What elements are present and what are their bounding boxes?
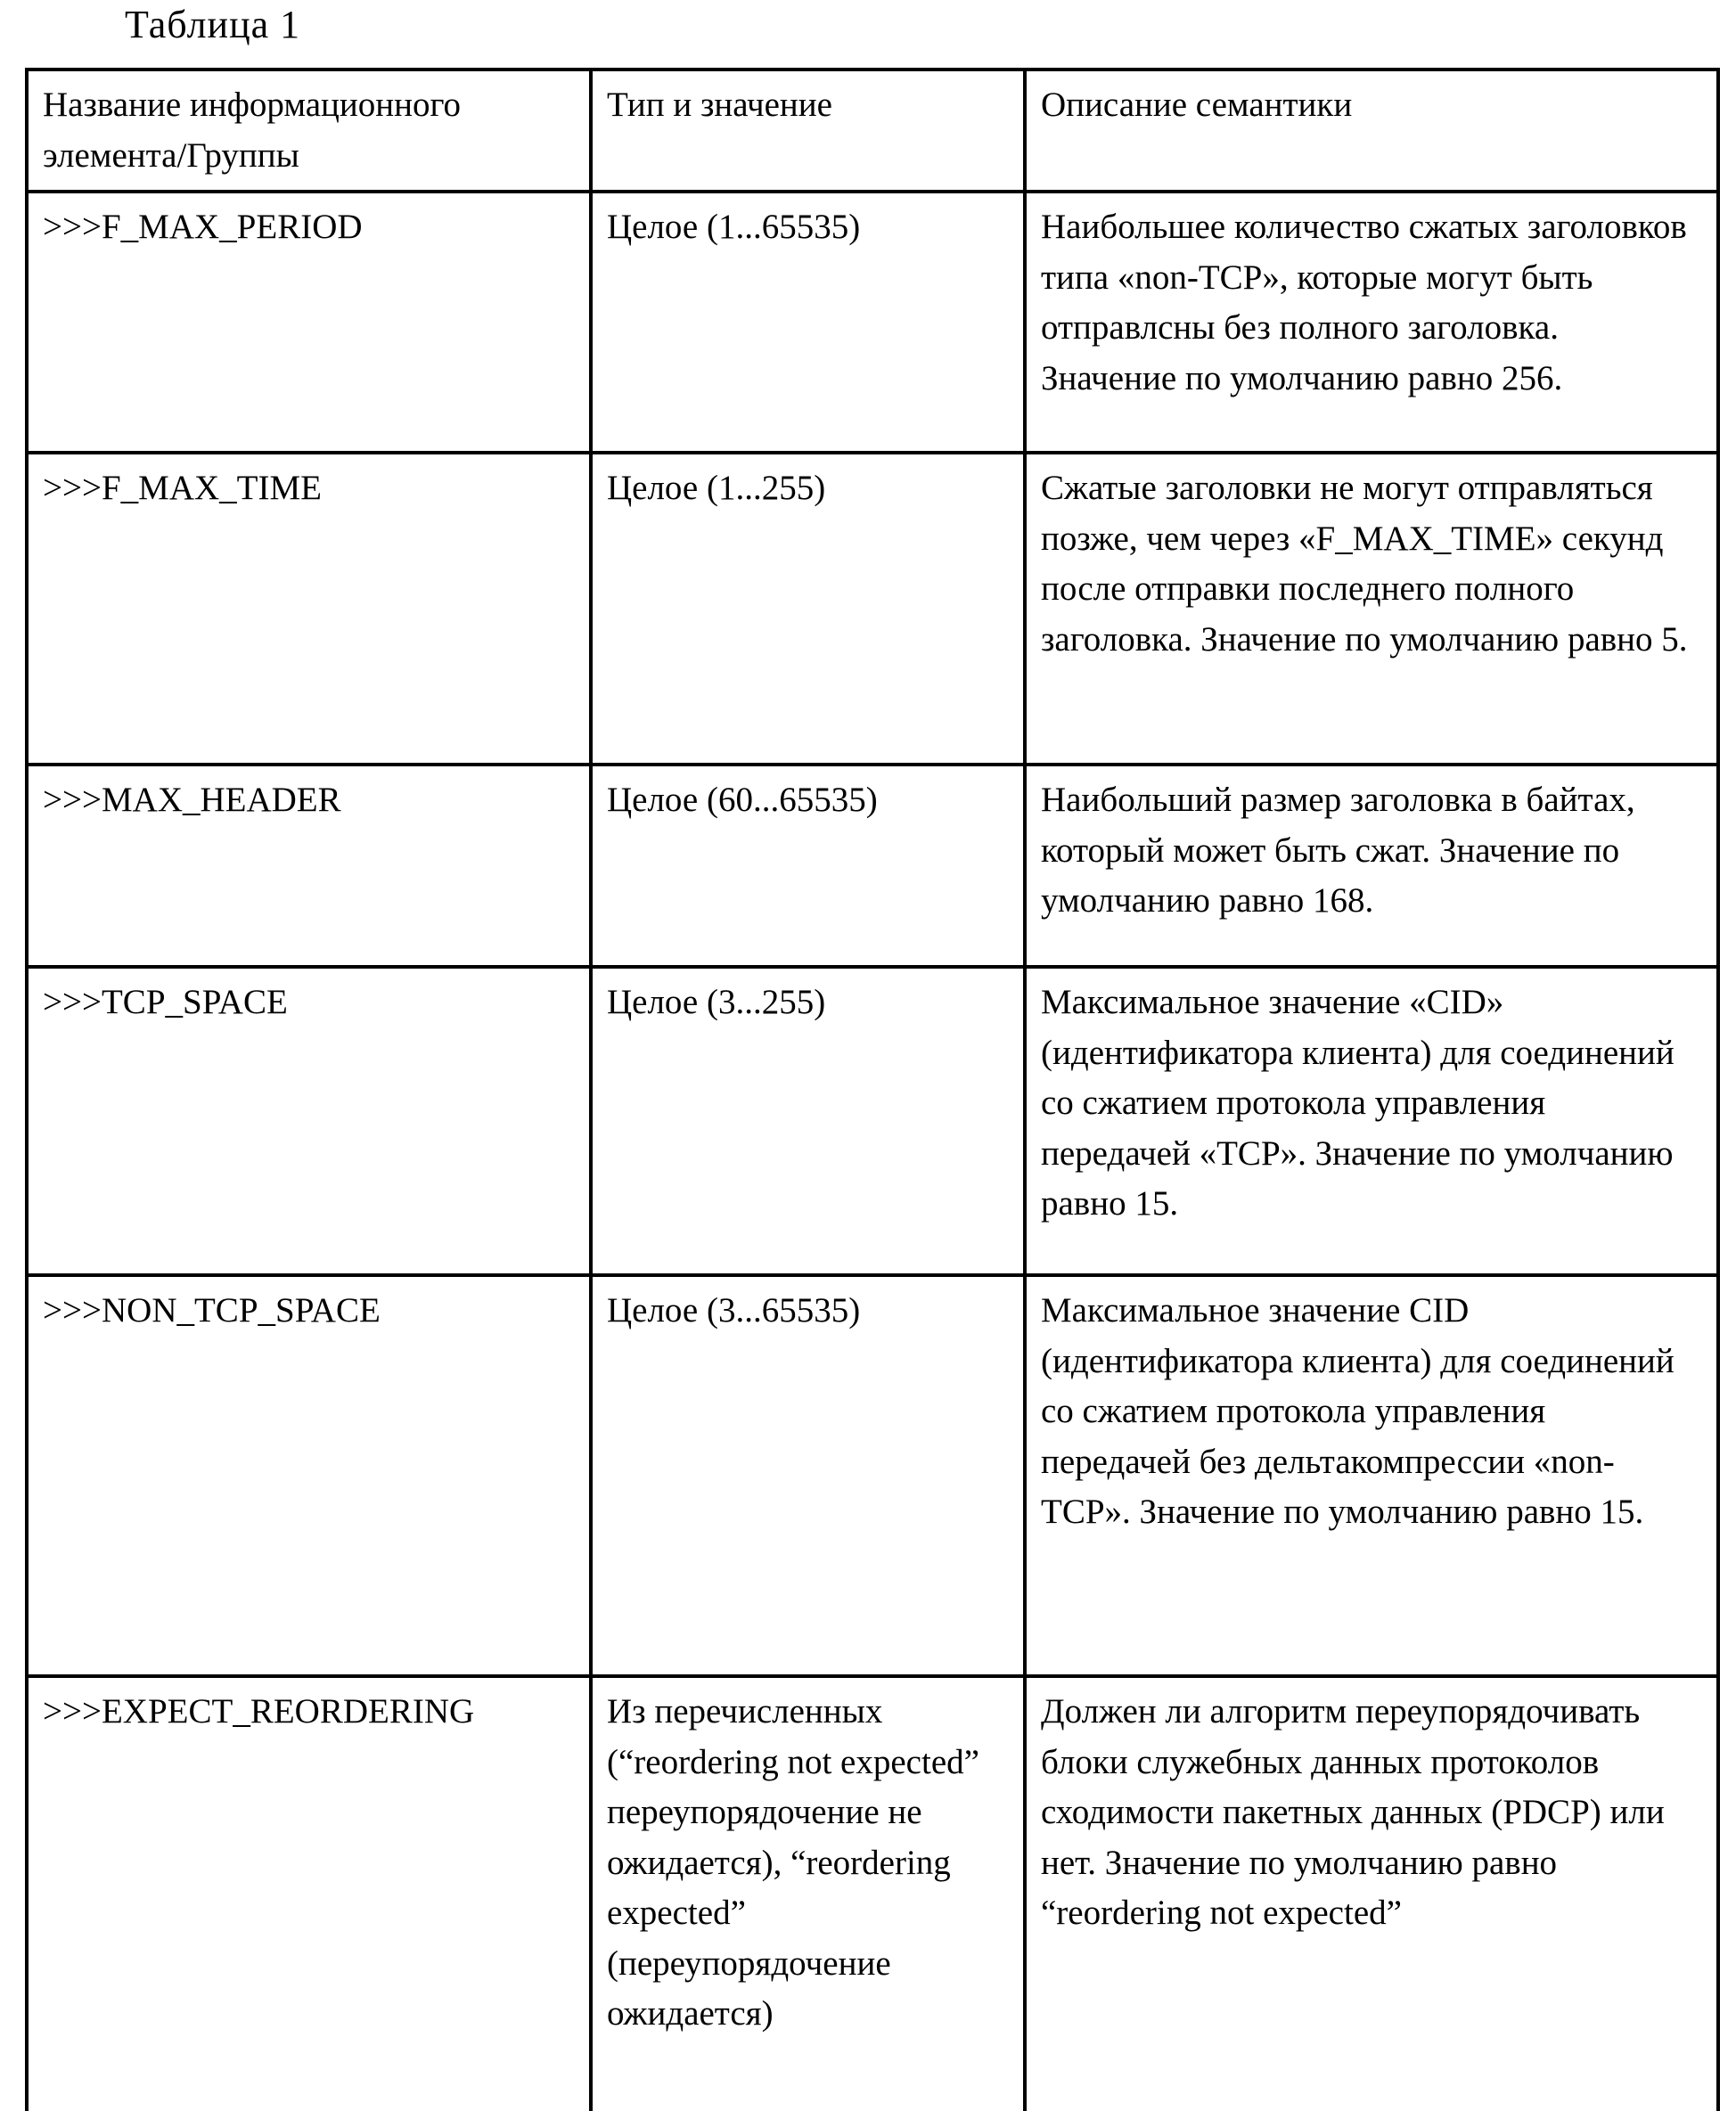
cell-type-value: Целое (3...65535)	[591, 1275, 1025, 1676]
cell-description: Должен ли алгоритм переупорядочивать блоки служебных данных протоколов сходимости пакетных данных (PDCP) или нет. Значение по умолчанию равно “reordering not expected”	[1025, 1676, 1718, 2111]
cell-element-name: >>>F_MAX_TIME	[27, 453, 591, 765]
cell-type-value: Целое (60...65535)	[591, 765, 1025, 967]
col-header-type-value: Тип и значение	[591, 70, 1025, 192]
cell-type-value: Целое (3...255)	[591, 967, 1025, 1275]
cell-description: Сжатые заголовки не могут отправляться позже, чем через «F_MAX_TIME» секунд после отправки последнего полного заголовка. Значение по умолчанию равно 5.	[1025, 453, 1718, 765]
table-row	[27, 765, 1718, 967]
table-row	[27, 1676, 1718, 2111]
cell-description: Максимальное значение «CID» (идентификатора клиента) для соединений со сжатием протокола управления передачей «TCP». Значение по умолчанию равно 15.	[1025, 967, 1718, 1275]
cell-element-name: >>>NON_TCP_SPACE	[27, 1275, 591, 1676]
cell-description: Наибольшее количество сжатых заголовков типа «non-TCP», которые могут быть отправлсны без полного заголовка. Значение по умолчанию равно 256.	[1025, 192, 1718, 453]
parameters-table	[25, 68, 1720, 2111]
cell-element-name: >>>TCP_SPACE	[27, 967, 591, 1275]
cell-description: Наибольший размер заголовка в байтах, который может быть сжат. Значение по умолчанию равно 168.	[1025, 765, 1718, 967]
cell-element-name: >>>F_MAX_PERIOD	[27, 192, 591, 453]
cell-type-value: Из перечисленных (“reordering not expected” переупорядочение не ожидается), “reordering expected” (переупорядочение ожидается)	[591, 1676, 1025, 2111]
table-row	[27, 967, 1718, 1275]
col-header-semantics: Описание семантики	[1025, 70, 1718, 192]
col-header-element-name: Название информационного элемента/Группы	[27, 70, 591, 192]
table-row	[27, 1275, 1718, 1676]
cell-element-name: >>>EXPECT_REORDERING	[27, 1676, 591, 2111]
cell-type-value: Целое (1...65535)	[591, 192, 1025, 453]
cell-description: Максимальное значение CID (идентификатора клиента) для соединений со сжатием протокола управления передачей без дельтакомпрессии «non-TCP». Значение по умолчанию равно 15.	[1025, 1275, 1718, 1676]
table-row	[27, 192, 1718, 453]
table-row	[27, 453, 1718, 765]
cell-element-name: >>>MAX_HEADER	[27, 765, 591, 967]
cell-type-value: Целое (1...255)	[591, 453, 1025, 765]
page-title: Таблица 1	[125, 3, 301, 46]
header-row	[27, 70, 1718, 192]
